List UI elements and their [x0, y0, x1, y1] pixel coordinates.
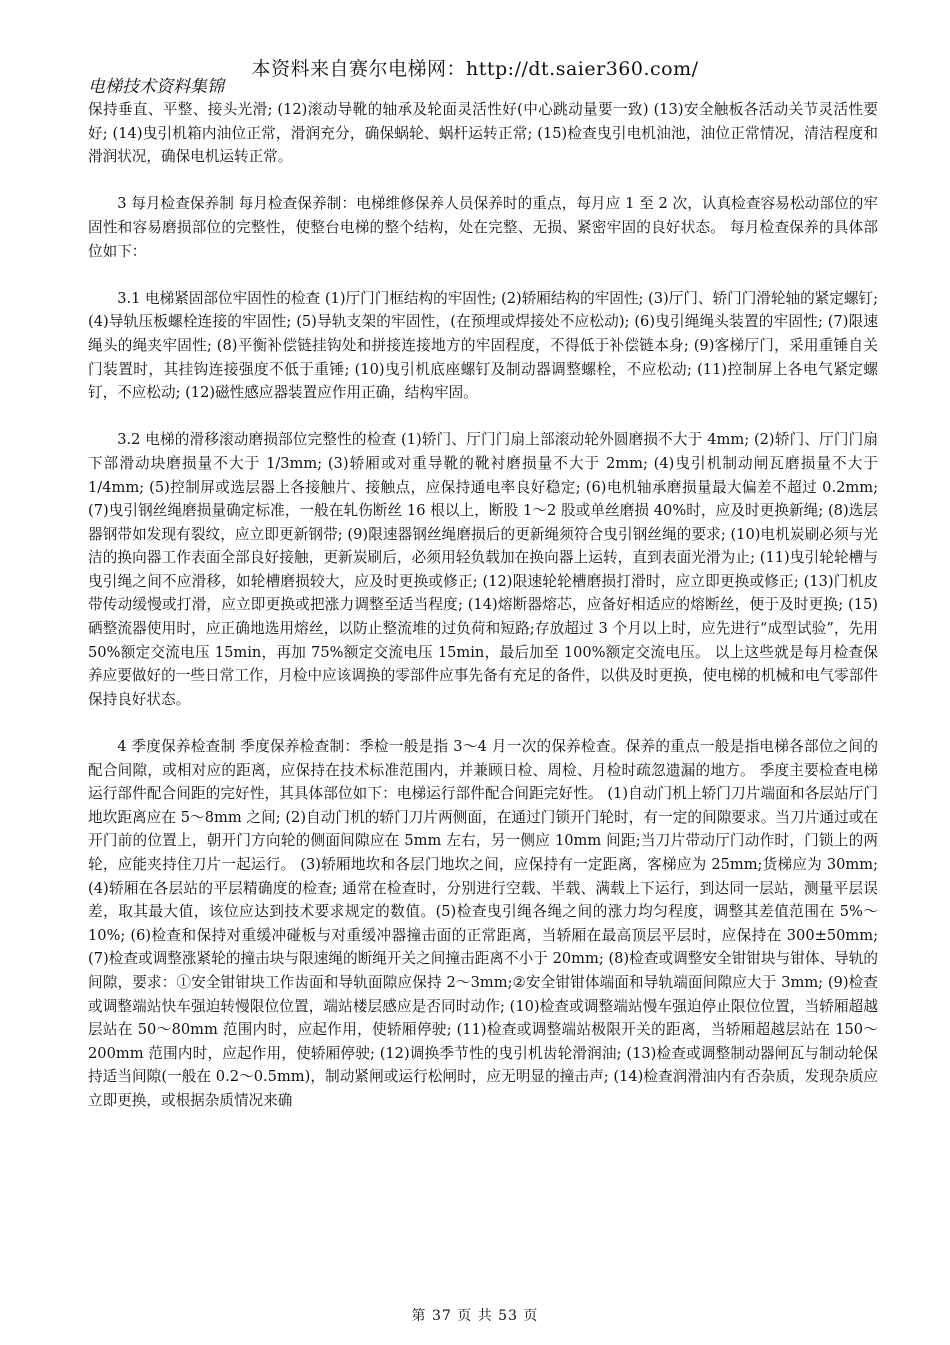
paragraph-wear-check: 3.2 电梯的滑移滚动磨损部位完整性的检查 (1)轿门、厅门门扇上部滚动轮外圆磨损不大于 4mm; (2)轿门、厅门门扇下部滑动块磨损量不大于 1/3mm; (3)轿厢或对重导靴的靴衬磨损量不大于 2mm; (4)曳引机制动闸瓦磨损量不大于 1/4mm; (5)控制屏或选层器上各接触片、接触点，应保持通电率良好稳定; (6)电机轴承磨损量最大偏差不超过 0.2mm; (7)曳引钢丝绳磨损量确定标准，一般在轧伤断丝 16 根以上，断股 1～2 股或单丝磨损 40%时，应及时更换新绳; (8)选层器钢带如发现有裂纹，应立即更新钢带; (9)限速器钢丝绳磨损后的更新绳须符合曳引钢丝绳的要求; (10)电机炭刷必须与光洁的换向器工作表面全部良好接触，更新炭刷后，必须用轻负载加在换向器上运转，直到表面光滑为止; (11)曳引轮轮槽与曳引绳之间不应滑移，如轮槽磨损较大，应及时更换或修正; (12)限速轮轮槽磨损打滑时，应立即更换或修正; (13)门机皮带传动缓慢或打滑，应立即更换或把涨力调整至适当程度; (14)熔断器熔芯，应备好相适应的熔断丝，便于及时更换; (15)硒整流器使用时，应正确地选用熔丝，以防止整流堆的过负荷和短路;存放超过 3 个月以上时，应先进行“成型试验”，先用 50%额定交流电压 15min，再加 75%额定交流电压 15min，最后加至 100%额定交流电压。 以上这些就是每月检查保养应要做好的一些日常工作，月检中应该调换的零部件应事先备有充足的备件，以供及时更换，使电梯的机械和电气零部件保持良好状态。: [88, 431, 878, 708]
paragraph-continuation: 保持垂直、平整、接头光滑; (12)滚动导靴的轴承及轮面灵活性好(中心跳动量要一致) (13)安全触板各活动关节灵活性要好; (14)曳引机箱内油位正常，滑润充分，确保蜗轮、蜗杆运转正常; (15)检查曳引电机油池，油位正常情况，清洁程度和滑润状况，确保电机运转正常。: [88, 101, 878, 166]
running-head: 电梯技术资料集锦: [88, 77, 224, 97]
paragraph-monthly-maintenance: 3 每月检查保养制 每月检查保养制：电梯维修保养人员保养时的重点，每月应 1 至 2 次，认真检查容易松动部位的牢固性和容易磨损部位的完整性，使整台电梯的整个结构，处在完整、无损、紧密牢固的良好状态。 每月检查保养的具体部位如下：: [88, 195, 878, 260]
paragraph-fastening-check: 3.1 电梯紧固部位牢固性的检查 (1)厅门门框结构的牢固性; (2)轿厢结构的牢固性; (3)厅门、轿门门滑轮轴的紧定螺钉; (4)导轨压板螺栓连接的牢固性; (5)导轨支架的牢固性，(在预埋或焊接处不应松动); (6)曳引绳绳头装置的牢固性; (7)限速绳头的绳夹牢固性; (8)平衡补偿链挂钩处和拼接连接地方的牢固程度，不得低于补偿链本身; (9)客梯厅门，采用重锤自关门装置时，其挂钩连接强度不低于重锤; (10)曳引机底座螺钉及制动器调整螺栓，不应松动; (11)控制屏上各电气紧定螺钉，不应松动; (12)磁性感应器装置应作用正确，结构牢固。: [88, 289, 878, 402]
paragraph-quarterly-maintenance: 4 季度保养检查制 季度保养检查制：季检一般是指 3～4 月一次的保养检查。保养的重点一般是指电梯各部位之间的配合间隙，或相对应的距离，应保持在技术标准范围内，并兼顾日检、周检、月检时疏忽遗漏的地方。 季度主要检查电梯运行部件配合间距的完好性，其具体部位如下：电梯运行部件配合间距完好性。 (1)自动门机上轿门刀片端面和各层站厅门地坎距离应在 5～8mm 之间; (2)自动门机的轿门刀片两侧面，在通过门锁开门轮时，有一定的间隙要求。当刀片通过或在开门前的位置上，朝开门方向轮的侧面间隙应在 5mm 左右，另一侧应 10mm 间距;当刀片带动厅门动作时，门锁上的两轮，应能夹持住刀片一起运行。 (3)轿厢地坎和各层门地坎之间，应保持有一定距离，客梯应为 25mm;货梯应为 30mm; (4)轿厢在各层站的平层精确度的检查; 通常在检查时，分别进行空载、半载、满载上下运行，到达同一层站，测量平层误差，取其最大值，该位应达到技术要求规定的数值。(5)检查曳引绳各绳之间的涨力均匀程度，调整其差值范围在 5%～10%; (6)检查和保持对重缓冲碰板与对重缓冲器撞击面的正常距离，当轿厢在最高顶层平层时，应保持在 300±50mm; (7)检查或调整涨紧轮的撞击块与限速绳的断绳开关之间撞击距离不小于 20mm; (8)检查或调整安全钳钳块与钳体、导轨的间隙，要求：①安全钳钳块工作齿面和导轨面隙应保持 2～3mm;②安全钳钳体端面和导轨端面间隙应大于 3mm; (9)检查或调整端站快车强迫转慢限位位置，端站楼层感应是否同时动作; (10)检查或调整端站慢车强迫停止限位位置，当轿厢超越层站在 50～80mm 范围内时，应起作用，使轿厢停驶; (11)检查或调整端站极限开关的距离，当轿厢超越层站在 150～200mm 范围内时，应起作用，使轿厢停驶; (12)调换季节性的曳引机齿轮滑润油; (13)检查或调整制动器闸瓦与制动轮保持适当间隙(一般在 0.2～0.5mm)，制动紧闸或运行松闸时，应无明显的撞击声; (14)检查润滑油内有否杂质，发现杂质应立即更换，或根据杂质情况来确: [88, 738, 878, 1109]
page-number: 第 37 页 共 53 页: [411, 1308, 539, 1324]
source-line: 本资料来自赛尔电梯网：http://dt.saier360.com/: [251, 58, 699, 80]
body-text: [88, 98, 878, 1113]
